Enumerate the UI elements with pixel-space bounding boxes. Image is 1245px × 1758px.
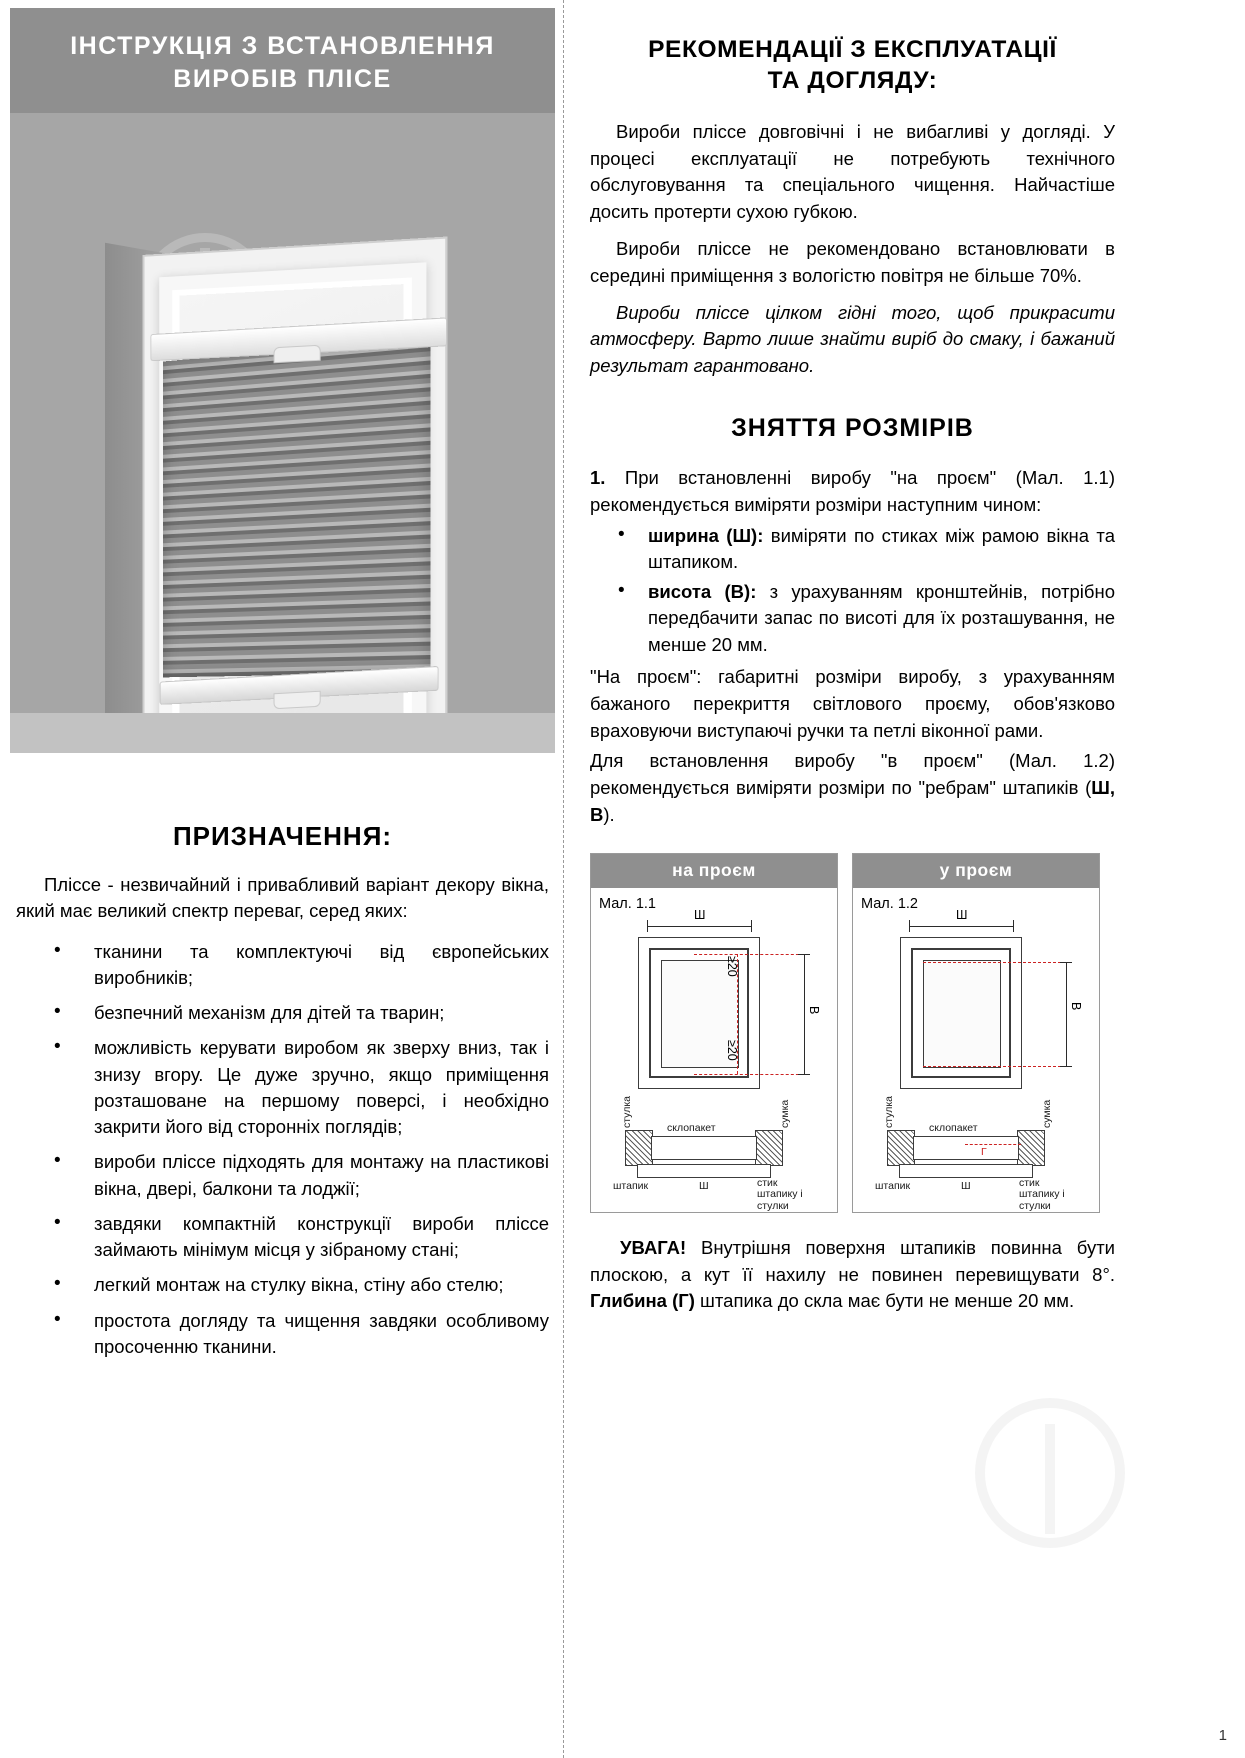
p5-part-a: Для встановлення виробу "в проєм" (Мал. 1.2) рекомендується виміряти розміри по "ребрам" штапиків ( — [590, 750, 1115, 799]
dim-height-tick-bottom — [1060, 1066, 1072, 1067]
warning-text-1: Внутрішня поверхня штапиків повинна бути плоскою, а кут її нахилу не повинен перевищувати 8°. — [590, 1236, 1115, 1285]
care-title-line-1: РЕКОМЕНДАЦІЇ З ЕКСПЛУАТАЦІЇ — [648, 36, 1057, 63]
measuring-paragraph-4: "На проєм": габаритні розміри виробу, з урахуванням бажаного перекриття світлового проєму, обов'язково враховуючи виступаючі ручки та петлі віконної рами. — [590, 665, 1115, 741]
measuring-heading: ЗНЯТТЯ РОЗМІРІВ — [731, 414, 974, 443]
purpose-heading: ПРИЗНАЧЕННЯ: — [172, 821, 393, 851]
dim-height-tick-top — [798, 954, 810, 955]
care-paragraph-2: Вироби пліссе не рекомендовано встановлювати в середині приміщення з вологістю повітря не більше 70%. — [590, 237, 1115, 286]
section-bead-label: штапик — [875, 1179, 911, 1192]
bead-slab — [899, 1164, 1033, 1178]
blind-bottom-handle — [274, 691, 321, 710]
diagram-na-proyem — [590, 853, 838, 1213]
section-joint-label: стик штапику і стулки — [1019, 1176, 1065, 1212]
window-sash-2 — [923, 960, 1001, 1068]
bullet-term-width: ширина (Ш): — [648, 524, 764, 546]
sash-hatch-left — [625, 1130, 653, 1166]
bullet-text-height: з урахуванням кронштейнів, потрібно передбачити запас по висоті для їх розташування, не менше 20 мм. — [648, 581, 1115, 655]
section-center-label: склопакет — [667, 1121, 716, 1134]
list-item: • безпечний механізм для дітей та тварин; — [16, 1000, 549, 1026]
right-column — [590, 34, 1115, 1315]
purpose-intro-text: Пліссе - незвичайний і привабливий варіант декору вікна, який має великий спектр переваг, серед яких: — [16, 874, 549, 922]
banner-line-2: ВИРОБІВ ПЛІСЕ — [173, 64, 392, 93]
glass-unit-slab — [913, 1136, 1019, 1160]
blind-top-handle — [274, 345, 321, 364]
p5-symbols: Ш, В — [590, 777, 1115, 826]
section-view-2 — [869, 1095, 1087, 1212]
photo-floor — [10, 713, 555, 753]
warning-bold-term: Глибина (Г) — [590, 1290, 695, 1312]
list-item — [590, 579, 1115, 658]
section-left-label: стулка — [621, 1095, 633, 1128]
list-item: • вироби пліссе підходять для монтажу на пластикові вікна, двері, балкони та лоджії; — [16, 1149, 549, 1202]
dim-height-label: В — [807, 1005, 821, 1015]
measuring-diagrams — [590, 853, 1115, 1213]
dim-width-line — [647, 926, 751, 927]
left-column — [10, 8, 555, 1750]
bullet-term-height: висота (В): — [648, 581, 757, 603]
depth-label: Г — [981, 1145, 987, 1158]
depth-dashed — [965, 1144, 1021, 1145]
hero-photo-pleated-blind — [10, 113, 555, 753]
section-width-label: Ш — [699, 1179, 709, 1192]
measuring-intro-number: 1. — [590, 467, 606, 489]
instruction-title-banner — [10, 8, 555, 113]
inside-top-dashed — [923, 962, 1066, 963]
list-item: • завдяки компактній конструкції вироби пліссе займають мінімум місця у зібраному стані; — [16, 1211, 549, 1264]
section-right-label: сумка — [779, 1099, 791, 1128]
dim-height-tick-bottom — [798, 1074, 810, 1075]
measuring-paragraph-5 — [590, 748, 1115, 828]
banner-line-1: ІНСТРУКЦІЯ З ВСТАНОВЛЕННЯ — [70, 32, 495, 60]
sash-hatch-right — [1017, 1130, 1045, 1166]
diagram-1-body — [591, 888, 837, 1212]
measuring-bullets — [590, 523, 1115, 658]
list-item: • тканини та комплектуючі від європейських виробників; — [16, 939, 549, 992]
bullet-text-width: виміряти по стиках між рамою вікна та штапиком. — [648, 524, 1115, 572]
list-item — [590, 523, 1115, 576]
section-view-1 — [607, 1095, 825, 1212]
bead-slab — [637, 1164, 771, 1178]
section-left-label: стулка — [883, 1095, 895, 1128]
dim-width-tick-left — [647, 920, 648, 932]
overlap-bottom-dashed — [694, 1074, 804, 1075]
diagram-2-header: у проєм — [853, 854, 1099, 888]
dim-width-tick-right — [751, 920, 752, 932]
diagram-1-header: на проєм — [591, 854, 837, 888]
diagram-2-label: Мал. 1.2 — [861, 895, 918, 912]
care-title-line-2: ТА ДОГЛЯДУ: — [767, 67, 938, 95]
care-recommendations-title — [590, 34, 1115, 97]
warning-paragraph — [590, 1235, 1115, 1315]
window-illustration — [105, 228, 465, 753]
glass-unit-slab — [651, 1136, 757, 1160]
section-bead-label: штапик — [613, 1179, 649, 1192]
overlap-top-dashed — [694, 954, 804, 955]
dim-width-label: Ш — [956, 907, 968, 922]
warning-text-2: штапика до скла має бути не менше 20 мм. — [694, 1290, 1075, 1312]
diagram-2-canvas — [861, 907, 1091, 1212]
section-width-label: Ш — [961, 1179, 971, 1192]
benefits-list — [16, 939, 549, 1361]
warning-label: УВАГА! — [620, 1236, 687, 1258]
section-joint-label: стик штапику і стулки — [757, 1176, 803, 1212]
list-item: • легкий монтаж на стулку вікна, стіну або стелю; — [16, 1272, 549, 1298]
p5-part-c: ). — [603, 804, 615, 826]
blind-pleated-fabric — [163, 338, 430, 678]
section-center-label: склопакет — [929, 1121, 978, 1134]
fold-line — [563, 0, 564, 1758]
inside-bottom-dashed — [923, 1066, 1066, 1067]
list-item: • можливість керувати виробом як зверху вниз, так і знизу вгору. Це дуже зручно, якщо приміщення розташоване на першому поверсі, і необхідно закрити його від сторонніх поглядів; — [16, 1035, 549, 1140]
sash-hatch-right — [755, 1130, 783, 1166]
gap-top-label: ≥20 — [725, 955, 739, 977]
measuring-intro — [590, 465, 1115, 519]
diagram-1-label: Мал. 1.1 — [599, 895, 656, 912]
background-watermark-icon — [975, 1398, 1125, 1548]
dim-width-tick-right — [1013, 920, 1014, 932]
gap-bottom-label: ≥20 — [725, 1039, 739, 1061]
dim-width-label: Ш — [694, 907, 706, 922]
diagram-1-canvas — [599, 907, 829, 1212]
section-right-label: сумка — [1041, 1099, 1053, 1128]
dim-height-tick-top — [1060, 962, 1072, 963]
dim-height-line — [804, 954, 805, 1074]
care-paragraph-1: Вироби пліссе довговічні і не вибагливі у догляді. У процесі експлуатації не потребують технічного обслуговування та спеціального чищення. Найчастіше досить протерти сухою губкою. — [590, 120, 1115, 223]
measuring-intro-text: При встановленні виробу "на проєм" (Мал. 1.1) рекомендується виміряти розміри наступним чином: — [590, 467, 1115, 515]
diagram-u-proyem — [852, 853, 1100, 1213]
list-item: • простота догляду та чищення завдяки особливому просоченню тканини. — [16, 1308, 549, 1361]
dim-width-tick-left — [909, 920, 910, 932]
dim-height-line — [1066, 962, 1067, 1066]
diagram-2-body — [853, 888, 1099, 1212]
care-paragraph-3: Вироби пліссе цілком гідні того, щоб прикрасити атмосферу. Варто лише знайти виріб до смаку, і бажаний результат гарантовано. — [590, 301, 1115, 377]
sash-hatch-left — [887, 1130, 915, 1166]
page-number: 1 — [1218, 1727, 1227, 1744]
dim-width-line — [909, 926, 1013, 927]
dim-height-label: В — [1069, 1001, 1083, 1011]
